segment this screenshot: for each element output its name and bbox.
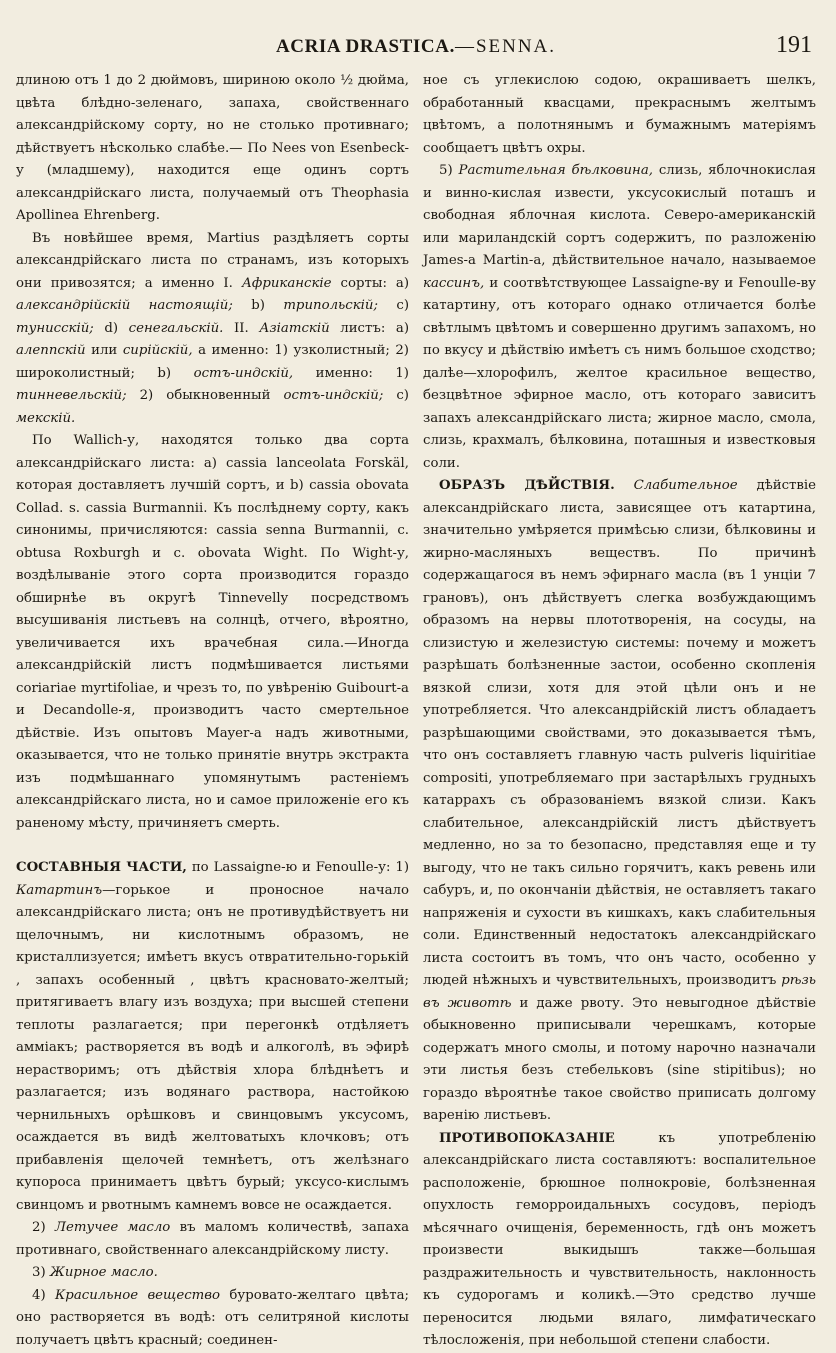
text-run: въ маломъ количествѣ, запаха противнаго, свойственнаго александрійскому листу. bbox=[16, 1220, 409, 1258]
italic-term: алеппскій bbox=[16, 343, 86, 358]
text-run: c) bbox=[396, 388, 409, 403]
paragraph bbox=[423, 1128, 816, 1353]
running-head-drug: ACRIA DRASTICA. bbox=[275, 36, 455, 57]
text-run: дѣйствіе александрійскаго листа, зависящее отъ катартина, значительно умѣряется примѣсью слизи, бѣлковины и жирно-масляныхъ веществъ. По причинѣ содержащагося въ немъ эфирнаго масла (въ 1 унціи 7 грановъ), онъ дѣйствуетъ слегка возбуждающимъ образомъ на нервы плототворенія, на сосуды, на слизистую и железистую системы: почему и можетъ разрѣшать болѣзненные застои, особенно скопленія вязкой слизи, хотя для этой цѣли онъ и не употребляется. Что александрійскій листъ обладаетъ разрѣшающими свойствами, это доказывается тѣмъ, что онъ составляетъ главную часть pulveris liquiritiae compositi, употребляемаго при застарѣлыхъ грудныхъ катаррахъ съ образованіемъ вязкой слизи. Какъ слабительное, александрійскій листъ дѣйствуетъ медленно, но за то безопасно, представляя еще и ту выгоду, что не такъ сильно горячитъ, какъ ревень или сабуръ, и, по окончаніи дѣйствія, не оставляетъ такаго напряженія и сухости въ кишкахъ, какъ слабительныя соли. Единственный недостатокъ александрійскаго листа состоитъ въ томъ, что онъ часто, особенно у людей нѣжныхъ и чувствительныхъ, производитъ bbox=[423, 478, 816, 988]
italic-term: рѣзь въ животѣ bbox=[423, 973, 816, 1011]
italic-term: кассинъ, bbox=[423, 275, 485, 291]
italic-term: Катартинъ bbox=[16, 882, 103, 898]
italic-term: Жирное масло. bbox=[49, 1265, 158, 1280]
text-run: сорты: a) bbox=[340, 275, 410, 291]
italic-term: Азіатскій bbox=[259, 320, 330, 336]
italic-term: остъ-индскій; bbox=[283, 388, 384, 403]
paragraph bbox=[423, 160, 816, 475]
paragraph bbox=[423, 475, 816, 1128]
italic-term: Африканскіе bbox=[241, 275, 332, 291]
italic-term: Красильное вещество bbox=[55, 1287, 221, 1303]
running-head bbox=[16, 36, 816, 58]
page-number: 191 bbox=[776, 32, 812, 58]
running-head-senna: —SENNA. bbox=[454, 36, 557, 57]
section-heading: ОБРАЗЪ ДѢЙСТВІЯ. bbox=[439, 478, 615, 493]
italic-term: сирійскій, bbox=[122, 343, 193, 358]
paragraph bbox=[16, 1262, 409, 1285]
italic-term: Слабительное bbox=[633, 478, 738, 493]
section-heading: ПРОТИВОПОКАЗАНІЕ bbox=[439, 1130, 615, 1146]
paragraph bbox=[16, 857, 409, 1217]
right-column bbox=[423, 70, 816, 1353]
text-run: и даже рвоту. Это невыгодное дѣйствіе обыкновенно приписывали черешкамъ, которые содержатъ много смолы, и потому нарочно назначали эти листья безъ стебельковъ (sine stipitibus); но гораздо вѣроятнѣе такое свойство приписать долгому варенію листьевъ. bbox=[423, 995, 816, 1123]
text-run: или bbox=[91, 343, 118, 358]
paragraph: длиною отъ 1 до 2 дюймовъ, шириною около ½ дюйма, цвѣта блѣдно-зеленаго, запаха, свойственнаго александрійскому сорту, но не столько противнаго; дѣйствуетъ нѣсколько слабѣе.— По Nees von Esenbeck-у (младшему), находится еще одинъ сортъ александрійскаго листа, получаемый отъ Theophasia Apollinea Ehrenberg. bbox=[16, 73, 409, 223]
text-run: слизь, яблочнокислая и винно-кислая извести, уксусокислый поташъ и свободная яблочная кислота. Северо-американскій или мариландскій сортъ содержитъ, по разложенію James-a Martin-a, дѣйствительное начало, называемое bbox=[423, 163, 817, 268]
italic-term: сенегальскій. bbox=[128, 320, 224, 336]
text-run: къ употребленію александрійскаго листа составляютъ: воспалительное расположеніе, брюшное полнокровіе, болѣзненная опухлость геморроидальныхъ сосудовъ, періодъ мѣсячнаго очищенія, беременность, гдѣ онъ можетъ произвести выкидышъ также—большая раздражительность и чувствительность, наклонность къ судорогамъ и коликѣ.—Это средство лучше переносится людьми вялаго, лимфатическаго тѣлосложенія, при небольшой степени слабости. bbox=[423, 1130, 816, 1348]
text-run: II. bbox=[234, 320, 249, 336]
text-run: —горькое и проносное начало александрійскаго листа; онъ не противудѣйствуетъ ни щелочнымъ, ни кислотнымъ образомъ, не кристаллизуется; имѣетъ вкусъ отвратительно-горькій , запахъ особенный , цвѣтъ красновато-желтый; притягиваетъ влагу изъ воздуха; при высшей степени теплоты разлагается; при перегонкѣ отдѣляетъ аммiакъ; растворяется въ водѣ и алкоголѣ, въ эфирѣ нерастворимъ; отъ дѣйствія хлора блѣднѣетъ и разлагается; изъ водянаго раствора, настойкою чернильныхъ орѣшковъ и свинцовымъ уксусомъ, осаждается въ видѣ желтоватыхъ клочковъ; отъ прибавленія щелочей темнѣетъ, отъ желѣзнаго купороса принимаетъ цвѣтъ бурый; уксусо-кислымъ свинцомъ и рвотнымъ камнемъ вовсе не осаждается. bbox=[16, 882, 409, 1213]
text-run: 4) bbox=[32, 1287, 46, 1303]
text-run: Въ новѣйшее время, Martius раздѣляетъ сорты александрійскаго листа по странамъ, изъ которыхъ они привозятся; а именно I. bbox=[16, 230, 409, 291]
page-header bbox=[16, 26, 816, 70]
text-run: и соотвѣтствующее Lassaigne-ву и Fenoulle-ву катартину, отъ котораго однако отличается болѣе свѣтлымъ цвѣтомъ и совершенно другимъ запахомъ, но по вкусу и дѣйствію имѣетъ съ нимъ большое сходство; далѣе—хлорофилъ, желтое красильное вещество, безцвѣтное эфирное масло, отъ котораго зависитъ запахъ александрійскаго листа; жирное масло, смола, слизь, крахмалъ, бѣлковина, поташныя и известковыя соли. bbox=[423, 275, 816, 471]
italic-term: тунисскій; bbox=[16, 320, 94, 336]
text-columns bbox=[16, 70, 816, 1353]
paragraph: По Wallich-у, находятся только два сорта александрійскаго листа: a) cassia lanceolata Forskäl, которая доставляетъ лучшій сортъ, и b) cassia obovata Collad. s. cassia Burmannii. Къ послѣднему сорту, какъ синонимы, причисляются: cassia senna Burmannii, c. obtusa Roxburgh и c. obovata Wight. По Wight-у, воздѣлываніе этого сорта производится гораздо обширнѣе въ округѣ Tinnevelly посредствомъ высушиванія листьевъ на солнцѣ, отчего, вѣроятно, увеличивается ихъ врачебная сила.—Иногда александрійскій листъ подмѣшивается листьями coriariae myrtifoliae, и чрезъ то, по увѣренію Guibourt-а и Decandolle-я, производитъ часто смертельное дѣйствіе. Изъ опытовъ Mayer-а надъ животными, оказывается, что не только принятіе внутрь экстракта изъ подмѣшаннаго упомянутымъ растеніемъ александрійскаго листа, но и самое приложеніе его къ раненому мѣсту, причиняетъ смерть. bbox=[16, 433, 409, 831]
paragraph bbox=[16, 1217, 409, 1262]
text-run: а именно: 1) узколистный; 2) широколистный; b) bbox=[16, 343, 409, 381]
italic-term: Растительная бѣлковина, bbox=[458, 163, 653, 178]
italic-term: тинневельскій; bbox=[16, 388, 127, 403]
italic-term: мекскій. bbox=[16, 410, 76, 426]
text-run: листъ: a) bbox=[340, 320, 410, 336]
text-run: по Lassaigne-ю и Fenoulle-у: 1) bbox=[191, 860, 410, 875]
paragraph bbox=[16, 1285, 409, 1353]
text-run: 2) bbox=[32, 1220, 46, 1235]
text-run: именно: 1) bbox=[315, 365, 409, 381]
text-run: d) bbox=[104, 320, 119, 336]
section-heading: СОСТАВНЫЯ ЧАСТИ, bbox=[16, 860, 187, 875]
text-run: c) bbox=[396, 298, 410, 313]
italic-term: остъ-индскій, bbox=[193, 365, 294, 381]
paragraph bbox=[16, 228, 409, 431]
paragraph: ное съ углекислою содою, окрашиваетъ шелкъ, обработанный квасцами, прекраснымъ желтымъ цвѣтомъ, а полотнянымъ и бумажнымъ матеріямъ сообщаетъ цвѣтъ охры. bbox=[423, 73, 816, 156]
text-run: 5) bbox=[439, 163, 453, 178]
italic-term: Летучее масло bbox=[54, 1220, 171, 1235]
text-run: буровато-желтаго цвѣта; оно растворяется въ водѣ: отъ селитряной кислоты получаетъ цвѣтъ красный; соединен- bbox=[16, 1287, 409, 1348]
italic-term: трипольскій; bbox=[283, 298, 378, 313]
left-column bbox=[16, 70, 409, 1353]
text-run: 3) bbox=[32, 1265, 46, 1280]
text-run: 2) обыкновенный bbox=[139, 388, 271, 403]
text-run: b) bbox=[251, 298, 265, 313]
italic-term: александрійскій настоящій; bbox=[16, 298, 233, 313]
